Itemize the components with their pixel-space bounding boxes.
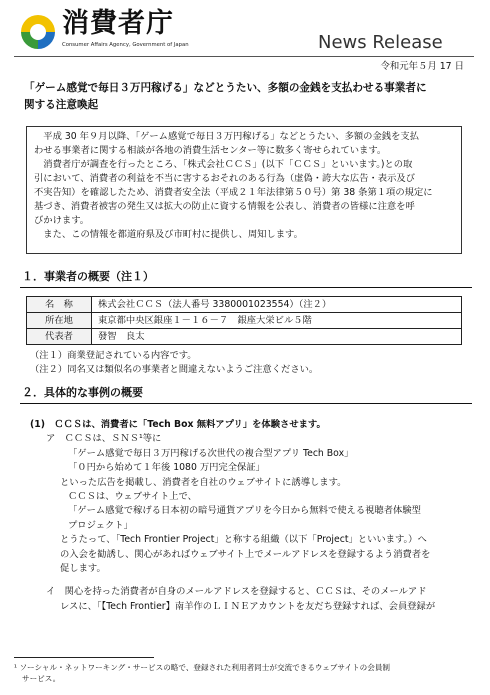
section-1-underline: [20, 287, 472, 288]
table-key: 所在地: [27, 313, 92, 329]
summary-line: 基づき、消費者被害の発生又は拡大の防止に資する情報を公表し、消費者の皆様に注意を呼: [34, 200, 415, 212]
summary-line: 不実告知）を確認したため、消費者安全法（平成２１年法律第５０号）第 38 条第１項の規定に: [34, 186, 433, 198]
summary-line: 消費者庁が調査を行ったところ、「株式会社ＣＣＳ」(以下「ＣＣＳ」といいます。)との取: [34, 158, 413, 170]
header-divider: [14, 56, 474, 57]
footnote-divider: [14, 657, 154, 658]
table-value: 東京都中央区銀座１－１６－７ 銀座大栄ビル５階: [92, 313, 462, 329]
body-line: といった広告を掲載し、消費者を自社のウェブサイトに誘導します。: [60, 476, 347, 488]
table-row: [27, 329, 462, 345]
body-line: の入会を勧誘し、関心があればウェブサイト上でメールアドレスを登録するよう消費者を: [60, 548, 431, 560]
agency-name: 消費者庁: [62, 8, 174, 39]
body-line: とうたって、「Tech Frontier Project」と称する組織（以下「Project」といいます。）へ: [60, 534, 427, 546]
headline-line: 「ゲーム感覚で毎日３万円稼げる」などとうたい、多額の金銭を支払わせる事業者に: [24, 82, 427, 94]
agency-english-name: Consumer Affairs Agency, Government of Japan: [62, 42, 189, 48]
summary-line: また、この情報を都道府県及び市町村に提供し、周知します。: [34, 228, 303, 240]
body-line: プロジェクト」: [68, 519, 133, 531]
section-2-body: [26, 418, 472, 614]
news-release-label: News Release: [318, 32, 443, 53]
table-value: 株式会社ＣＣＳ（法人番号 3380001023554）（注２）: [92, 297, 462, 313]
table-key: 代表者: [27, 329, 92, 345]
headline-line: 関する注意喚起: [24, 99, 99, 112]
summary-box: [26, 126, 462, 254]
body-line: ア ＣＣＳは、ＳＮＳ¹等に: [46, 433, 162, 445]
summary-line: わせる事業者に関する相談が各地の消費生活センター等に数多く寄せられています。: [34, 144, 387, 156]
company-info-table: [26, 296, 462, 345]
table-row: [27, 297, 462, 313]
table-key: 名 称: [27, 297, 92, 313]
section-1-notes: [30, 349, 318, 378]
subsection-heading: (1) ＣＣＳは、消費者に「Tech Box 無料アプリ」を体験させます。: [30, 419, 326, 430]
body-line: 「ゲーム感覚で稼げる日本初の暗号通貨アプリを今日から無料で使える視聴者体験型: [68, 505, 421, 517]
note: （注２）同名又は類似名の事業者と間違えないようご注意ください。: [30, 364, 319, 376]
footnote: [14, 662, 474, 685]
body-line: 「０円から始めて１年後 1080 万円完全保証」: [68, 462, 265, 474]
footnote-line: ¹ ソーシャル・ネットワーキング・サービスの略で、登録された利用者同士が交流できるウェブサイトの会員制: [14, 663, 391, 672]
section-2-title: ２．具体的な事例の概要: [22, 386, 143, 399]
agency-logo-icon: [18, 12, 58, 52]
release-date: 令和元年５月 17 日: [380, 61, 464, 72]
headline: [24, 80, 464, 114]
section-2-underline: [20, 403, 472, 404]
note: （注１）商業登記されている内容です。: [30, 350, 197, 361]
summary-line: 平成 30 年９月以降、「ゲーム感覚で毎日３万円稼げる」などとうたい、多額の金銭を支払: [34, 131, 419, 142]
summary-line: 引において、消費者の利益を不当に害するおそれのある行為（虚偽・誇大な広告・表示及び: [34, 172, 415, 184]
summary-line: びかけます。: [34, 214, 90, 226]
body-line: 「ゲーム感覚で毎日３万円稼げる次世代の複合型アプリ Tech Box」: [68, 447, 354, 459]
section-1-title: １．事業者の概要（注１）: [22, 270, 154, 283]
body-line: レスに、「【Tech Frontier】南羊作のＬＩＮＥアカウントを友だち登録すれば、会員登録が: [60, 600, 436, 612]
body-line: ＣＣＳは、ウェブサイト上で、: [68, 491, 197, 503]
body-line: 促します。: [60, 563, 106, 575]
table-value: 發智 良太: [92, 329, 462, 345]
body-line: イ 関心を持った消費者が自身のメールアドレスを登録すると、ＣＣＳは、そのメールアド: [46, 586, 427, 598]
table-row: [27, 313, 462, 329]
footnote-line: サービス。: [22, 674, 61, 684]
